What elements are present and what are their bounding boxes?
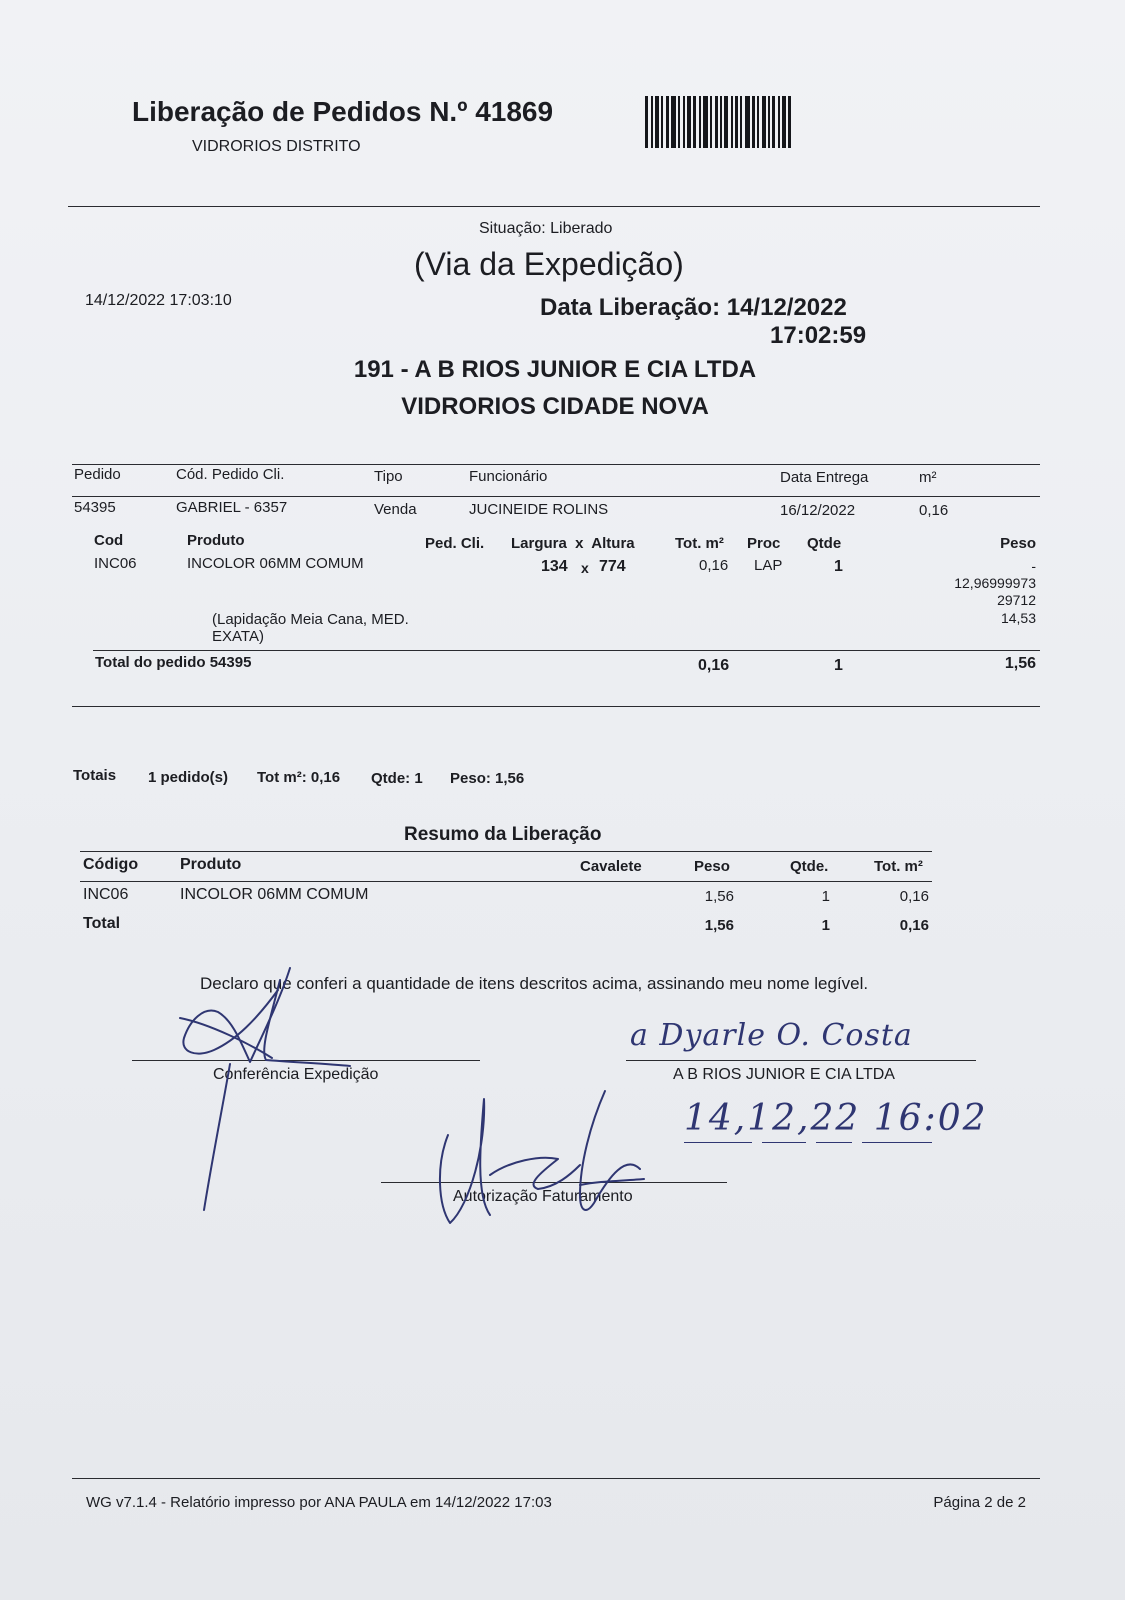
handwritten-date: 14,12,22 16:02 <box>684 1098 988 1139</box>
handwritten-date-underline <box>684 1142 752 1143</box>
col-proc: Proc <box>747 535 781 552</box>
client-handwritten-name: a Dyarle O. Costa <box>630 1018 913 1053</box>
summary-top-rule <box>80 851 932 852</box>
barcode-bar <box>788 96 791 148</box>
item-total-rule <box>93 650 1040 651</box>
barcode-bar <box>693 96 696 148</box>
document-subtitle: VIDRORIOS DISTRITO <box>192 138 361 155</box>
client-name: 191 - A B RIOS JUNIOR E CIA LTDA <box>353 356 757 383</box>
conferencia-signature <box>140 960 380 1220</box>
col-peso: Peso <box>694 858 730 875</box>
col-cavalete: Cavalete <box>580 858 642 875</box>
summary-total-qtde: 1 <box>821 917 830 934</box>
delivery-date: 16/12/2022 <box>780 502 856 519</box>
summary-qtde: 1 <box>821 888 830 905</box>
order-m2: 0,16 <box>919 502 949 519</box>
barcode-bar <box>683 96 685 148</box>
item-process-note: (Lapidação Meia Cana, MED. <box>212 611 409 628</box>
barcode-bar <box>731 96 733 148</box>
col-tot-m2: Tot. m² <box>675 535 724 552</box>
autorizacao-signature <box>430 1085 670 1245</box>
barcode-bar <box>655 96 659 148</box>
order-number: 54395 <box>74 499 116 516</box>
summary-m2: 0,16 <box>899 888 929 905</box>
barcode-bar <box>687 96 691 148</box>
summary-product: INCOLOR 06MM COMUM <box>180 886 369 903</box>
barcode-bar <box>720 96 722 148</box>
client-store: VIDRORIOS CIDADE NOVA <box>401 393 709 420</box>
item-width: 134 <box>541 558 568 575</box>
col-largura-altura: Largura x Altura <box>511 535 635 552</box>
barcode-bar <box>757 96 759 148</box>
barcode-bar <box>724 96 728 148</box>
barcode-bar <box>735 96 738 148</box>
col-cod-pedido-cli: Cód. Pedido Cli. <box>176 466 285 483</box>
summary-header-rule <box>80 881 932 882</box>
page-number: Página 2 de 2 <box>933 1494 1026 1511</box>
barcode-bar <box>778 96 780 148</box>
item-weight-line: 29712 <box>997 592 1036 608</box>
order-table-header-rule <box>72 496 1040 497</box>
order-table-bottom-rule <box>72 706 1040 707</box>
via-label: (Via da Expedição) <box>414 246 684 282</box>
order-table-top-rule <box>72 464 1040 465</box>
col-peso: Peso <box>1000 535 1036 552</box>
barcode-bar <box>740 96 742 148</box>
handwritten-date-underline <box>762 1142 806 1143</box>
barcode-bar <box>699 96 701 148</box>
client-signature-line <box>626 1060 976 1061</box>
totals-m2: Tot m²: 0,16 <box>257 769 341 786</box>
totals-weight: Peso: 1,56 <box>450 770 525 787</box>
release-time: 17:02:59 <box>770 322 867 349</box>
summary-title: Resumo da Liberação <box>404 824 602 845</box>
release-date: Data Liberação: 14/12/2022 <box>540 294 847 321</box>
printed-timestamp: 14/12/2022 17:03:10 <box>85 292 232 309</box>
item-height: 774 <box>599 558 626 575</box>
col-codigo: Código <box>83 856 139 873</box>
barcode-bar <box>710 96 712 148</box>
barcode-bar <box>703 96 708 148</box>
summary-weight: 1,56 <box>704 888 734 905</box>
barcode-bar <box>782 96 786 148</box>
col-tipo: Tipo <box>374 468 403 485</box>
barcode-bar <box>768 96 770 148</box>
col-ped-cli: Ped. Cli. <box>425 535 485 552</box>
item-qtde: 1 <box>834 558 843 575</box>
order-total-weight: 1,56 <box>1004 655 1036 672</box>
col-tot-m2: Tot. m² <box>874 858 923 875</box>
document-title: Liberação de Pedidos N.º 41869 <box>132 96 554 127</box>
item-proc: LAP <box>754 557 783 574</box>
barcode <box>645 96 815 148</box>
order-total-m2: 0,16 <box>698 657 730 674</box>
item-code: INC06 <box>94 555 137 572</box>
summary-total-m2: 0,16 <box>899 917 929 934</box>
col-cod: Cod <box>94 532 124 549</box>
col-produto: Produto <box>187 532 245 549</box>
barcode-bar <box>645 96 648 148</box>
order-total-label: Total do pedido 54395 <box>95 654 252 671</box>
summary-total-label: Total <box>83 915 121 932</box>
conferencia-label: Conferência Expedição <box>213 1066 379 1083</box>
handwritten-date-underline <box>862 1142 932 1143</box>
barcode-bar <box>651 96 653 148</box>
autorizacao-label: Autorização Faturamento <box>453 1188 633 1205</box>
barcode-bar <box>666 96 669 148</box>
col-produto: Produto <box>180 856 242 873</box>
item-weight-line: - <box>1031 558 1036 574</box>
order-type: Venda <box>374 501 417 518</box>
summary-code: INC06 <box>83 886 129 903</box>
col-funcionario: Funcionário <box>469 468 548 485</box>
col-qtde: Qtde. <box>790 858 829 875</box>
col-qtde: Qtde <box>807 535 842 552</box>
totals-order-count: 1 pedido(s) <box>148 769 229 786</box>
employee-name: JUCINEIDE ROLINS <box>469 501 609 518</box>
barcode-bar <box>661 96 663 148</box>
item-product: INCOLOR 06MM COMUM <box>187 555 364 572</box>
footer-divider <box>72 1478 1040 1479</box>
item-weight-line: 12,96999973 <box>954 575 1036 591</box>
col-data-entrega: Data Entrega <box>780 469 869 486</box>
footer-print-info: WG v7.1.4 - Relatório impresso por ANA PAULA em 14/12/2022 17:03 <box>86 1494 552 1511</box>
item-tot-m2: 0,16 <box>699 557 729 574</box>
barcode-bar <box>678 96 680 148</box>
client-order-code: GABRIEL - 6357 <box>176 499 288 516</box>
order-total-qtde: 1 <box>834 657 843 674</box>
item-process-note: EXATA) <box>212 628 264 645</box>
summary-total-weight: 1,56 <box>704 917 734 934</box>
barcode-bar <box>715 96 718 148</box>
declaration-text: Declaro que conferi a quantidade de itens descritos acima, assinando meu nome legível. <box>200 974 869 993</box>
item-dimension-separator: x <box>581 560 589 576</box>
status-text: Situação: Liberado <box>479 220 613 237</box>
barcode-bar <box>762 96 766 148</box>
barcode-bar <box>752 96 755 148</box>
barcode-bar <box>745 96 750 148</box>
item-weight-line: 14,53 <box>1000 610 1036 626</box>
header-divider <box>68 206 1040 207</box>
handwritten-date-underline <box>816 1142 852 1143</box>
col-pedido: Pedido <box>74 466 121 483</box>
totals-label: Totais <box>73 767 117 784</box>
col-m2: m² <box>919 469 937 486</box>
barcode-bar <box>772 96 775 148</box>
client-signature-label: A B RIOS JUNIOR E CIA LTDA <box>673 1066 895 1083</box>
barcode-bar <box>671 96 676 148</box>
totals-qtde: Qtde: 1 <box>371 770 423 787</box>
